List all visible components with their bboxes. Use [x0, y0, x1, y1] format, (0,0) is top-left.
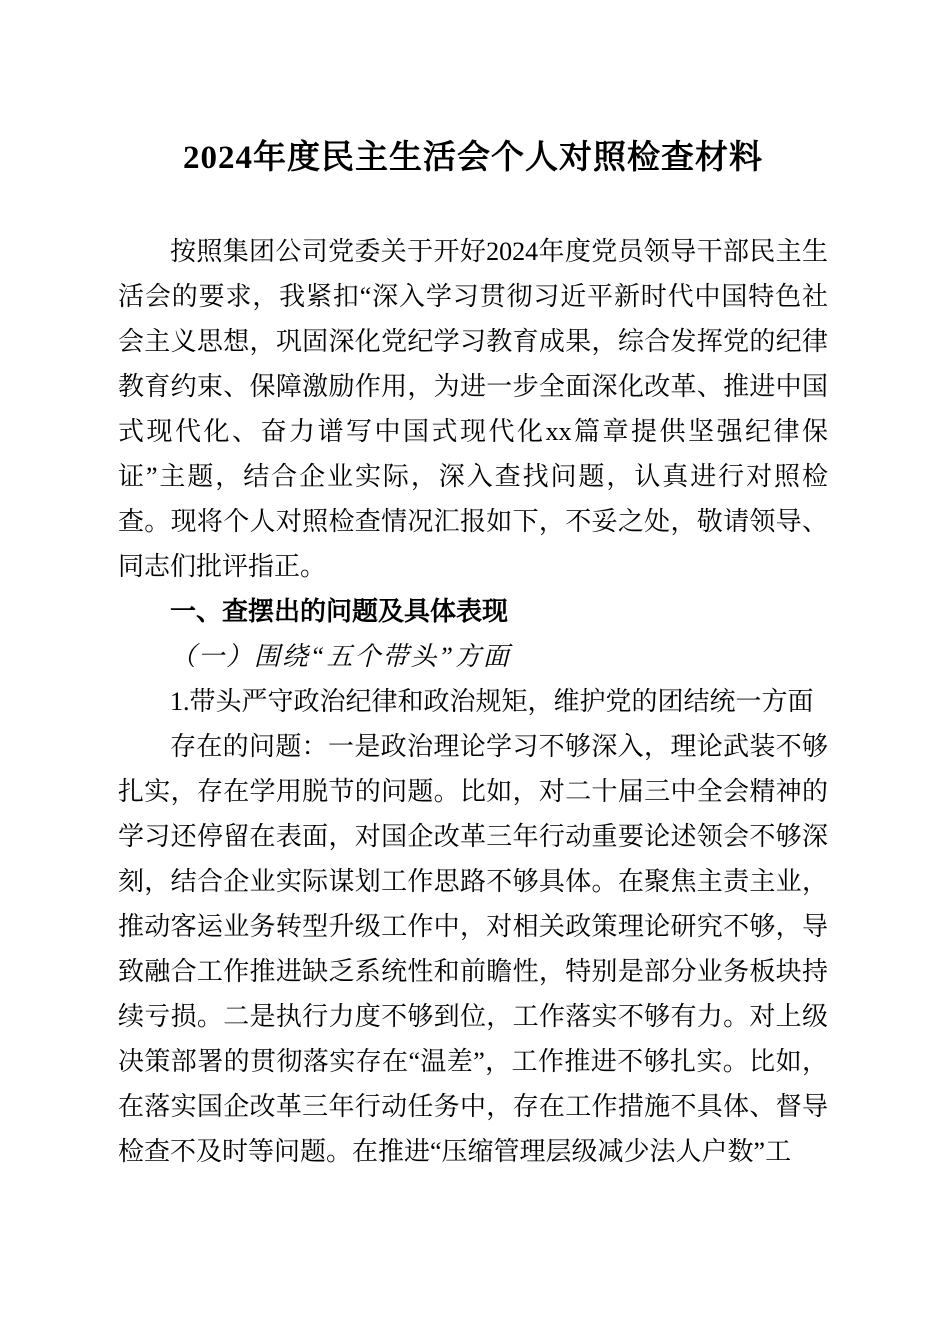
document-title: 2024年度民主生活会个人对照检查材料: [183, 140, 763, 176]
section-heading-problems: 一、查摆出的问题及具体表现: [170, 596, 509, 626]
item-1-title-paragraph: 1.带头严守政治纪律和政治规矩，维护党的团结统一方面: [170, 687, 814, 716]
intro-paragraph: 按照集团公司党委关于开好2024年度党员领导干部民主生活会的要求，我紧扣“深入学习贯彻习近平新时代中国特色社会主义思想，巩固深化党纪学习教育成果，综合发挥党的纪律教育约束、保障激励作用，为进一步全面深化改革、推进中国式现代化、奋力谱写中国式现代化xx篇章提供坚强纪律保证”主题，结合企业实际，深入查找问题，认真进行对照检查。现将个人对照检查情况汇报如下，不妥之处，敬请领导、同志们批评指正。: [118, 237, 828, 581]
subsection-heading-five-leads: （一）围绕“五个带头”方面: [170, 642, 511, 671]
item-1-problems-paragraph: 存在的问题：一是政治理论学习不够深入，理论武装不够扎实，存在学用脱节的问题。比如，对二十届三中全会精神的学习还停留在表面，对国企改革三年行动重要论述领会不够深刻，结合企业实际谋划工作思路不够具体。在聚焦主责主业，推动客运业务转型升级工作中，对相关政策理论研究不够，导致融合工作推进缺乏系统性和前瞻性，特别是部分业务板块持续亏损。二是执行力度不够到位，工作落实不够有力。对上级决策部署的贯彻落实存在“温差”，工作推进不够扎实。比如，在落实国企改革三年行动任务中，存在工作措施不具体、督导检查不及时等问题。在推进“压缩管理层级减少法人户数”工: [118, 732, 828, 1166]
